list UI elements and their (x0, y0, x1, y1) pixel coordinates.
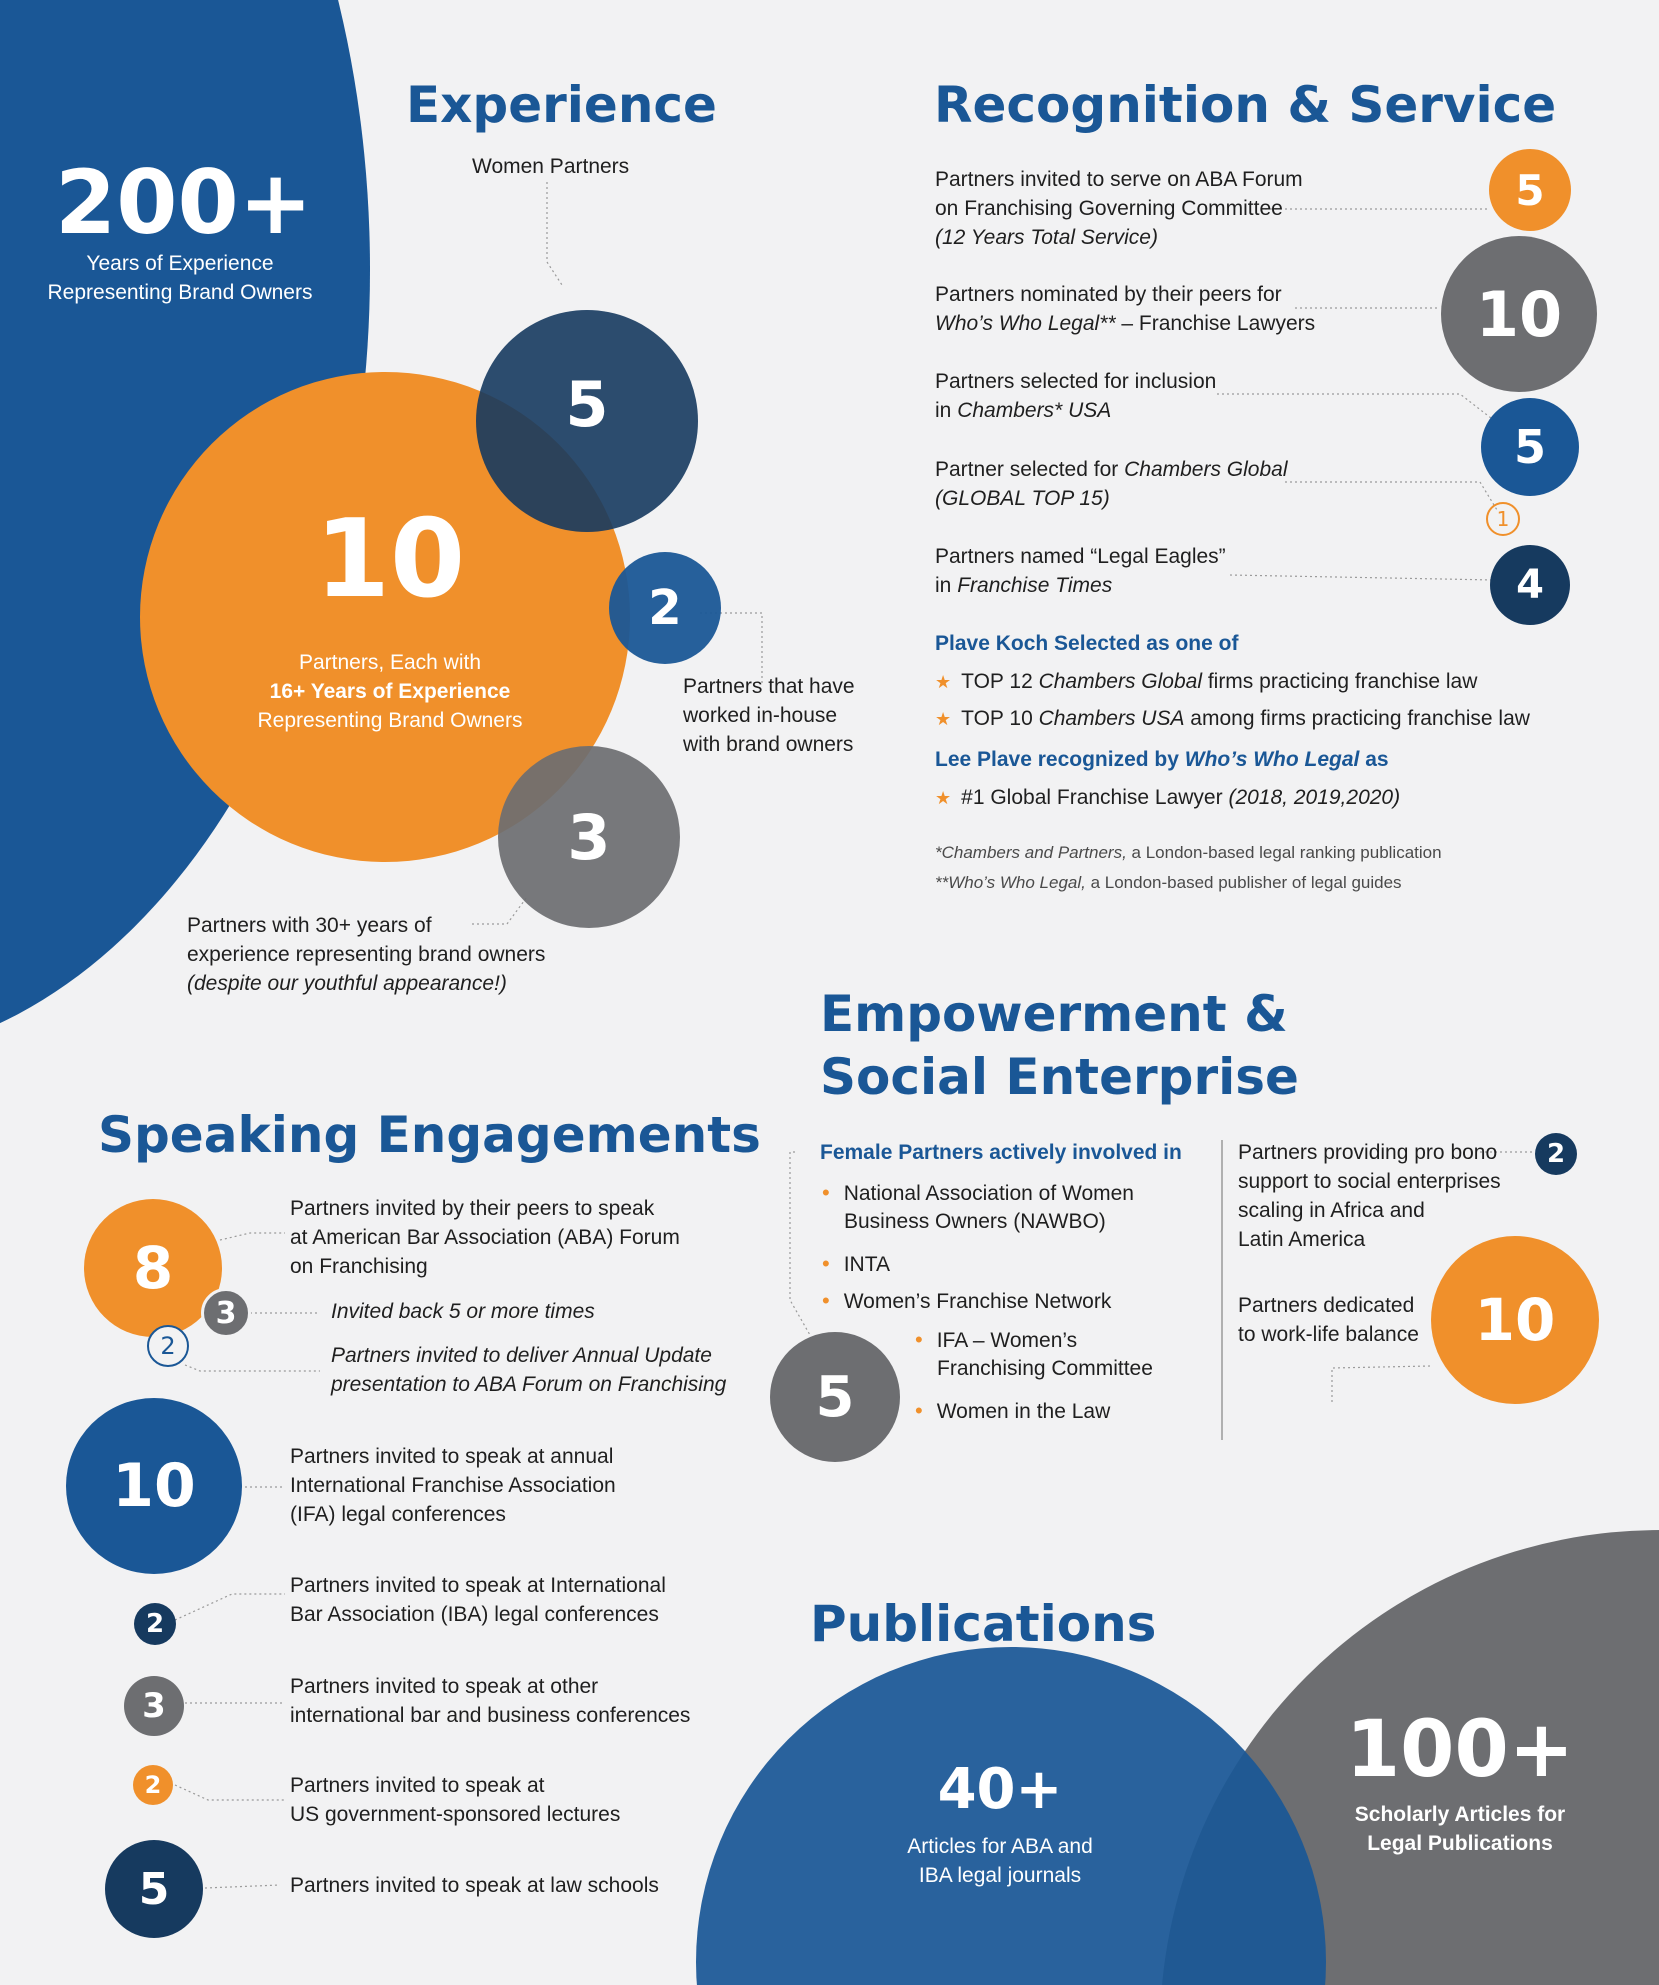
pro-bono-line2: support to social enterprises (1238, 1170, 1501, 1193)
rec-item3-pre: in (935, 399, 958, 422)
footnote-whos-who: **Who’s Who Legal, a London-based publisher of legal guides (935, 873, 1402, 892)
bullet-icon: • (822, 1251, 830, 1276)
rec-item4-line2: (GLOBAL TOP 15) (935, 487, 1110, 510)
rec-item2-italic: Who’s Who Legal** (935, 312, 1116, 335)
aba-speaking-line3: on Franchising (290, 1255, 428, 1278)
invited-back-text: Invited back 5 or more times (331, 1300, 595, 1323)
hero-label-line2: Representing Brand Owners (47, 281, 313, 304)
inhouse-line3: with brand owners (683, 733, 854, 756)
rec-item1-line3: (12 Years Total Service) (935, 226, 1158, 249)
gov-lectures-badge: 2 (133, 1765, 173, 1805)
thirty-years-value: 3 (567, 801, 611, 874)
annual-update-line2: presentation to ABA Forum on Franchising (331, 1373, 727, 1396)
law-schools-line1: Partners invited to speak at law schools (290, 1874, 659, 1897)
speaking-title: Speaking Engagements (98, 1106, 761, 1164)
org-wfn: • Women’s Franchise Network (822, 1288, 1112, 1313)
org-nawbo-line2: Business Owners (NAWBO) (844, 1210, 1106, 1233)
rec-item3-badge: 5 (1481, 398, 1579, 496)
org-women-in-law: • Women in the Law (915, 1398, 1111, 1423)
rec-item5-line1: Partners named “Legal Eagles” (935, 545, 1226, 568)
rec-item4-line1 (935, 455, 1288, 484)
rec-item1-line2: on Franchising Governing Committee (935, 197, 1283, 220)
rec-item3-line1: Partners selected for inclusion (935, 370, 1217, 393)
rec-item4-pre: Partner selected for (935, 458, 1125, 481)
gov-lectures-line2: US government-sponsored lectures (290, 1803, 621, 1826)
rec-item1-badge: 5 (1489, 149, 1571, 231)
other-conferences-line1: Partners invited to speak at other (290, 1675, 599, 1698)
ifa-line1: Partners invited to speak at annual (290, 1445, 614, 1468)
annual-update-badge: 2 (147, 1325, 189, 1367)
main-partners-line2: 16+ Years of Experience (269, 680, 511, 703)
annual-update-line1: Partners invited to deliver Annual Update (331, 1344, 712, 1367)
publications-title: Publications (810, 1595, 1157, 1653)
women-partners-value: 5 (565, 368, 609, 441)
iba-line2: Bar Association (IBA) legal conferences (290, 1603, 659, 1626)
hero-label-line1: Years of Experience (86, 252, 274, 275)
aba-articles-value: 40+ (937, 1757, 1063, 1822)
work-life-line1: Partners dedicated (1238, 1294, 1415, 1317)
empowerment-title-line2: Social Enterprise (820, 1048, 1299, 1106)
plave-heading: Plave Koch Selected as one of (935, 632, 1239, 655)
rec-item5-badge: 4 (1490, 545, 1570, 625)
aba-articles-line2: IBA legal journals (918, 1864, 1082, 1887)
org-inta: • INTA (822, 1251, 890, 1276)
pro-bono-line1: Partners providing pro bono (1238, 1141, 1498, 1164)
footnote-chambers: *Chambers and Partners, a London-based legal ranking publication (935, 843, 1442, 862)
pro-bono-badge: 2 (1535, 1133, 1577, 1175)
inhouse-partners-value: 2 (648, 580, 682, 636)
scholarly-articles-value: 100+ (1345, 1705, 1575, 1795)
ifa-line2: International Franchise Association (290, 1474, 616, 1497)
lee-item: ★ #1 Global Franchise Lawyer (2018, 2019,2020) (935, 786, 1401, 809)
lee-heading: Lee Plave recognized by Who’s Who Legal as (935, 748, 1389, 771)
scholarly-articles-line2: Legal Publications (1367, 1832, 1553, 1855)
female-partners-badge: 5 (770, 1332, 900, 1462)
rec-item5-pre: in (935, 574, 958, 597)
org-ifa-women-line1: • IFA – Women’s (915, 1327, 1078, 1352)
aba-articles-line1: Articles for ABA and (907, 1835, 1093, 1858)
ifa-line3: (IFA) legal conferences (290, 1503, 506, 1526)
rec-item1-line1: Partners invited to serve on ABA Forum (935, 168, 1303, 191)
bullet-icon: • (915, 1327, 923, 1352)
iba-badge: 2 (134, 1603, 176, 1645)
other-conferences-badge: 3 (124, 1676, 184, 1736)
other-conferences-line2: international bar and business conferences (290, 1704, 691, 1727)
aba-speaking-line1: Partners invited by their peers to speak (290, 1197, 655, 1220)
gov-lectures-line1: Partners invited to speak at (290, 1774, 545, 1797)
rec-item2-badge: 10 (1441, 236, 1597, 392)
rec-item3-line2 (935, 396, 1111, 425)
bullet-icon: • (915, 1398, 923, 1423)
star-icon: ★ (935, 672, 952, 692)
main-partners-value: 10 (314, 497, 466, 622)
bullet-icon: • (822, 1288, 830, 1313)
plave-item-2: ★ TOP 10 Chambers USA among firms practicing franchise law (935, 707, 1530, 730)
recognition-title: Recognition & Service (934, 76, 1557, 134)
main-partners-line3: Representing Brand Owners (257, 709, 523, 732)
star-icon: ★ (935, 788, 952, 808)
law-schools-badge: 5 (105, 1840, 203, 1938)
aba-speaking-badge: 8 (84, 1199, 222, 1337)
work-life-line2: to work-life balance (1238, 1323, 1419, 1346)
aba-speaking-line2: at American Bar Association (ABA) Forum (290, 1226, 680, 1249)
plave-item-1: ★ TOP 12 Chambers Global firms practicing franchise law (935, 670, 1478, 693)
rec-item2-rest: – Franchise Lawyers (1115, 312, 1316, 335)
rec-item4-badge: 1 (1486, 502, 1520, 536)
inhouse-line1: Partners that have (683, 675, 855, 698)
star-icon: ★ (935, 709, 952, 729)
rec-item2-line1: Partners nominated by their peers for (935, 283, 1282, 306)
thirty-years-line3: (despite our youthful appearance!) (187, 972, 507, 995)
org-ifa-women-line2: Franchising Committee (937, 1357, 1153, 1380)
rec-item5-italic: Franchise Times (957, 574, 1113, 597)
rec-item3-italic: Chambers* USA (957, 399, 1112, 422)
inhouse-line2: worked in-house (683, 704, 838, 727)
rec-item2-line2 (935, 309, 1315, 338)
hero-number: 200+ (55, 151, 313, 254)
rec-item5-line2 (935, 571, 1112, 600)
thirty-years-line2: experience representing brand owners (187, 943, 546, 966)
work-life-badge: 10 (1431, 1236, 1599, 1404)
experience-title: Experience (406, 76, 717, 134)
rec-item4-italic: Chambers Global (1124, 458, 1288, 481)
bullet-icon: • (822, 1180, 830, 1205)
scholarly-articles-line1: Scholarly Articles for (1354, 1803, 1566, 1826)
main-partners-line1: Partners, Each with (298, 651, 482, 674)
pro-bono-line3: scaling in Africa and (1238, 1199, 1425, 1222)
women-partners-label: Women Partners (472, 155, 630, 178)
ifa-badge: 10 (66, 1398, 242, 1574)
empowerment-title-line1: Empowerment & (820, 985, 1288, 1043)
org-nawbo-line1: • National Association of Women (822, 1180, 1134, 1205)
thirty-years-line1: Partners with 30+ years of (187, 914, 432, 937)
female-partners-heading: Female Partners actively involved in (820, 1141, 1182, 1164)
invited-back-badge: 3 (201, 1288, 251, 1338)
pro-bono-line4: Latin America (1238, 1228, 1366, 1251)
iba-line1: Partners invited to speak at International (290, 1574, 666, 1597)
